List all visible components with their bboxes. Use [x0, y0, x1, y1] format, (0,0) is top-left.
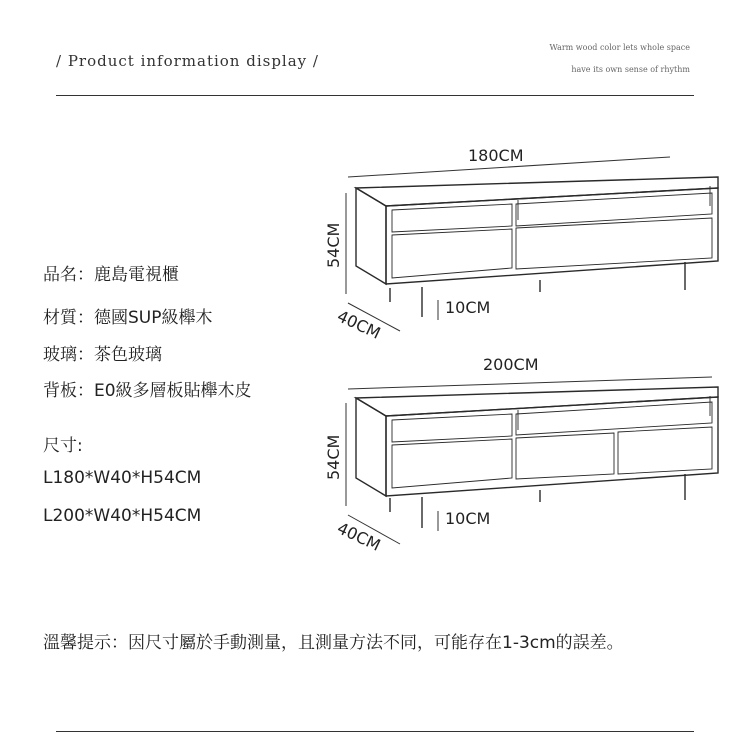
height-label: 54CM — [324, 434, 343, 480]
spec-material-value: 德國SUP級櫸木 — [94, 308, 213, 328]
spec-backboard — [43, 376, 252, 401]
spec-glass — [43, 340, 162, 365]
spec-name-value: 鹿島電視櫃 — [94, 265, 179, 285]
spec-size-1: L180*W40*H54CM — [43, 468, 202, 488]
spec-backboard-label: 背板 ： — [43, 381, 94, 401]
measurement-note: 溫馨提示：因尺寸屬於手動測量，且測量方法不同，可能存在1-3cm的誤差。 — [43, 633, 624, 653]
cabinet-180-drawing — [324, 146, 718, 343]
cabinet-200-drawing — [324, 355, 718, 555]
depth-label: 40CM — [334, 518, 384, 555]
spec-name-label: 品名 ： — [43, 265, 94, 285]
drawer-upper-left — [392, 204, 512, 232]
width-label: 200CM — [483, 355, 539, 374]
spec-backboard-value: E0級多層板貼櫸木皮 — [94, 381, 252, 401]
door-lower-left — [392, 229, 512, 278]
tv-cabinet-drawings — [300, 130, 730, 570]
door-lower-right — [618, 427, 712, 474]
door-lower-left — [392, 439, 512, 488]
spec-material — [43, 303, 213, 328]
door-lower-right — [516, 218, 712, 269]
spec-glass-value: 茶色玻璃 — [94, 345, 162, 365]
width-label: 180CM — [468, 146, 524, 165]
door-lower-middle — [516, 433, 614, 479]
spec-size-2: L200*W40*H54CM — [43, 506, 202, 526]
depth-label: 40CM — [334, 306, 384, 343]
leg-label: 10CM — [445, 509, 491, 528]
height-label: 54CM — [324, 222, 343, 268]
spec-material-label: 材質 ： — [43, 308, 94, 328]
footer-divider — [56, 731, 694, 732]
cabinet-side-panel — [356, 188, 386, 284]
header-divider — [56, 95, 694, 96]
spec-size-label: 尺寸: — [43, 436, 83, 456]
leg-label: 10CM — [445, 298, 491, 317]
width-dimension-line — [348, 377, 712, 389]
drawer-upper-left — [392, 414, 512, 442]
cabinet-side-panel — [356, 398, 386, 496]
section-title: / Product information display / — [56, 52, 319, 70]
tagline-line-2: have its own sense of rhythm — [571, 65, 690, 74]
tagline-line-1: Warm wood color lets whole space — [549, 43, 690, 52]
cabinet-top-surface — [356, 387, 718, 416]
spec-name — [43, 260, 179, 285]
spec-glass-label: 玻璃 ： — [43, 345, 94, 365]
